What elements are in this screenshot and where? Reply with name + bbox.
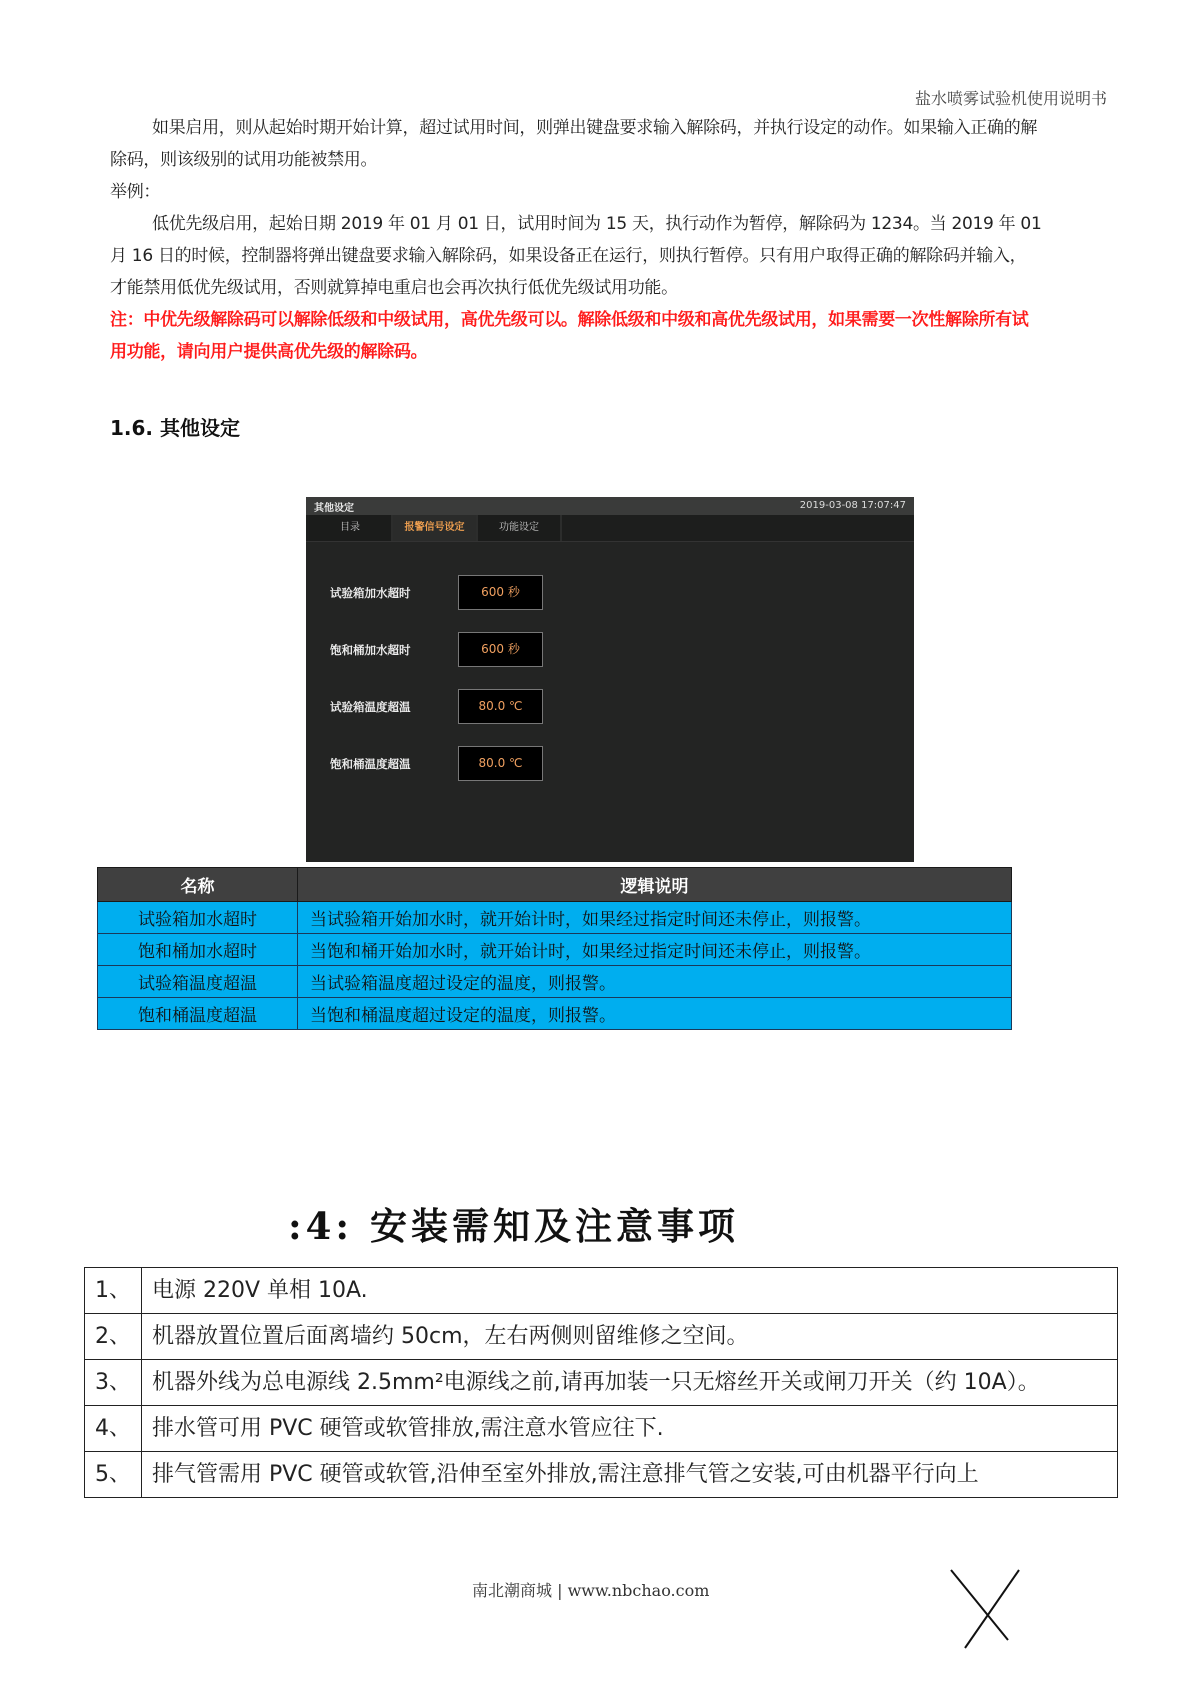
setting-label: 饱和桶温度超温 (330, 757, 411, 771)
table-row (85, 1452, 1118, 1498)
hmi-tabbar (306, 515, 914, 542)
table-header-row (98, 868, 1012, 902)
cell-name: 饱和桶加水超时 (98, 934, 298, 966)
chamber-fill-timeout-input[interactable]: 600 秒 (458, 575, 543, 610)
paragraph-line: 如果启用，则从起始时期开始计算，超过试用时间，则弹出键盘要求输入解除码，并执行设定的动作。如果输入正确的解 (152, 118, 1038, 138)
paragraph-example-cont2 (110, 272, 1114, 304)
page-footer: 南北潮商城 | www.nbchao.com (472, 1581, 710, 1600)
setting-label: 饱和桶加水超时 (330, 643, 411, 657)
tab-alarm-signal-settings[interactable]: 报警信号设定 (393, 515, 478, 541)
cell-name: 饱和桶温度超温 (98, 998, 298, 1030)
setting-row (306, 575, 914, 611)
item-text: 机器放置位置后面离墙约 50cm，左右两侧则留维修之空间。 (142, 1314, 1118, 1360)
item-number: 1、 (85, 1268, 142, 1314)
paragraph-line: 低优先级启用，起始日期 2019 年 01 月 01 日，试用时间为 15 天，执行动作为暂停，解除码为 1234。当 2019 年 01 (152, 214, 1042, 234)
cell-name: 试验箱温度超温 (98, 966, 298, 998)
table-row (85, 1268, 1118, 1314)
hmi-title: 其他设定 (314, 503, 354, 514)
setting-row (306, 632, 914, 668)
table-row (98, 902, 1012, 934)
item-number: 5、 (85, 1452, 142, 1498)
tank-overtemp-input[interactable]: 80.0 ℃ (458, 746, 543, 781)
cell-name: 试验箱加水超时 (98, 902, 298, 934)
item-number: 2、 (85, 1314, 142, 1360)
tab-directory[interactable]: 目录 (309, 515, 393, 541)
paragraph-example-cont (110, 240, 1114, 272)
cell-desc: 当试验箱温度超过设定的温度，则报警。 (298, 966, 1012, 998)
cross-mark-icon (940, 1562, 1040, 1662)
cell-desc: 当饱和桶开始加水时，就开始计时，如果经过指定时间还未停止，则报警。 (298, 934, 1012, 966)
paragraph-line: 除码，则该级别的试用功能被禁用。 (110, 150, 378, 170)
alarm-logic-table (97, 867, 1012, 1030)
item-text: 机器外线为总电源线 2.5mm²电源线之前,请再加装一只无熔丝开关或闸刀开关（约 10A）。 (142, 1360, 1118, 1406)
paragraph-trial-enable-cont (110, 144, 1114, 176)
column-header-logic: 逻辑说明 (298, 868, 1012, 902)
cell-desc: 当试验箱开始加水时，就开始计时，如果经过指定时间还未停止，则报警。 (298, 902, 1012, 934)
table-row (98, 966, 1012, 998)
tab-function-settings[interactable]: 功能设定 (478, 515, 562, 541)
table-row (98, 934, 1012, 966)
section-heading: 1.6. 其他设定 (110, 416, 240, 440)
note-line: 用功能，请向用户提供高优先级的解除码。 (110, 342, 428, 362)
cell-desc: 当饱和桶温度超过设定的温度，则报警。 (298, 998, 1012, 1030)
item-text: 排气管需用 PVC 硬管或软管,沿伸至室外排放,需注意排气管之安装,可由机器平行向上 (142, 1452, 1118, 1498)
chamber-overtemp-input[interactable]: 80.0 ℃ (458, 689, 543, 724)
install-notes-table (84, 1267, 1118, 1498)
hmi-titlebar (306, 497, 914, 515)
note-line: 注：中优先级解除码可以解除低级和中级试用，高优先级可以。解除低级和中级和高优先级试用，如果需要一次性解除所有试 (110, 310, 1029, 330)
item-number: 4、 (85, 1406, 142, 1452)
column-header-name: 名称 (98, 868, 298, 902)
table-row (98, 998, 1012, 1030)
setting-row (306, 689, 914, 725)
paragraph-trial-enable (110, 112, 1114, 144)
item-text: 电源 220V 单相 10A. (142, 1268, 1118, 1314)
setting-row (306, 746, 914, 782)
table-row (85, 1314, 1118, 1360)
setting-label: 试验箱加水超时 (330, 586, 411, 600)
paragraph-line: 才能禁用低优先级试用，否则就算掉电重启也会再次执行低优先级试用功能。 (110, 278, 678, 298)
paragraph-example (110, 208, 1114, 240)
item-text: 排水管可用 PVC 硬管或软管排放,需注意水管应往下. (142, 1406, 1118, 1452)
paragraph-line: 月 16 日的时候，控制器将弹出键盘要求输入解除码，如果设备正在运行，则执行暂停。只有用户取得正确的解除码并输入， (110, 246, 1027, 266)
table-row (85, 1360, 1118, 1406)
item-number: 3、 (85, 1360, 142, 1406)
example-label: 举例： (110, 182, 161, 202)
running-header: 盐水喷雾试验机使用说明书 (914, 89, 1107, 108)
table-row (85, 1406, 1118, 1452)
tank-fill-timeout-input[interactable]: 600 秒 (458, 632, 543, 667)
hmi-datetime: 2019-03-08 17:07:47 (799, 500, 906, 511)
chapter-heading: :4: 安装需知及注意事项 (288, 1204, 739, 1248)
setting-label: 试验箱温度超温 (330, 700, 411, 714)
hmi-screenshot (306, 497, 914, 862)
